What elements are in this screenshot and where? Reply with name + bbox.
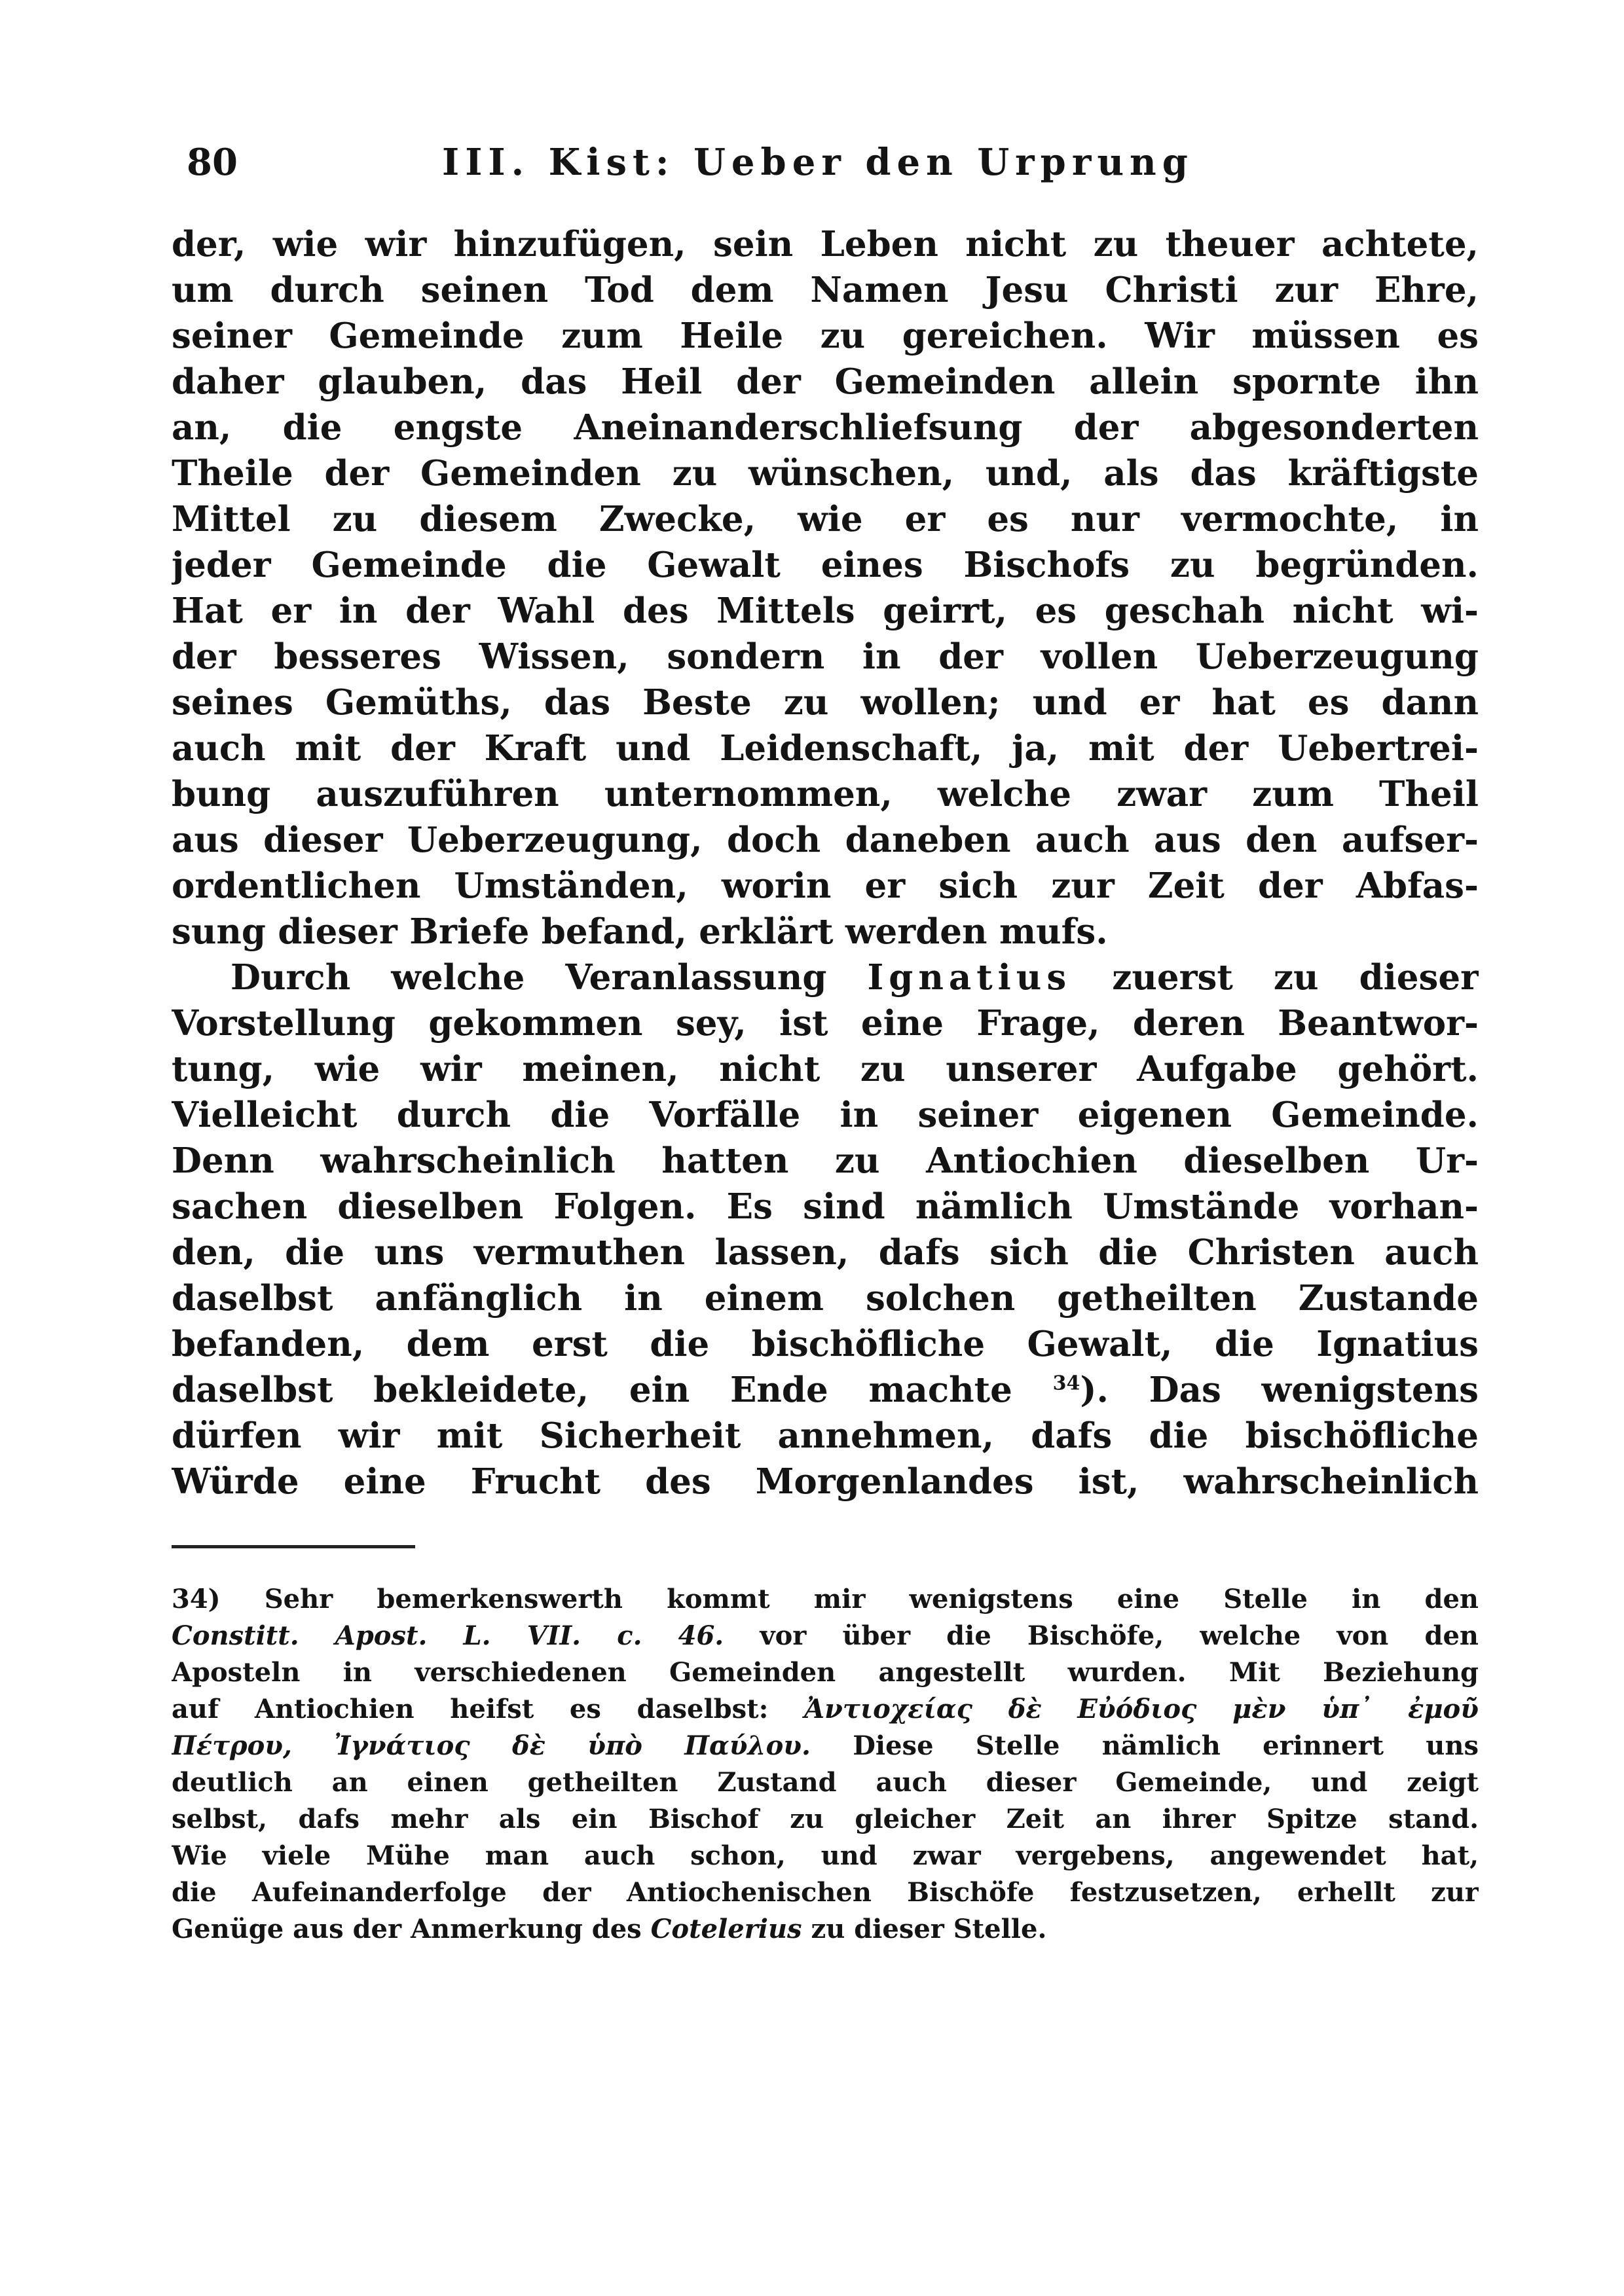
text-line: jeder Gemeinde die Gewalt eines Bischofs zu begründen. — [172, 545, 1479, 585]
page-header — [187, 141, 1241, 193]
text-line: um durch seinen Tod dem Namen Jesu Christi zur Ehre, — [172, 270, 1479, 310]
footnote-divider — [172, 1545, 415, 1548]
text-line: Mittel zu diesem Zwecke, wie er es nur vermochte, in — [172, 499, 1479, 539]
footnote-reference: 34 — [1052, 1372, 1080, 1395]
text-line: Vielleicht durch die Vorfälle in seiner eigenen Gemeinde. — [172, 1095, 1479, 1135]
footnote-line: Genüge aus der Anmerkung des Cotelerius zu dieser Stelle. — [172, 1914, 1047, 1944]
text-line: seines Gemüths, das Beste zu wollen; und er hat es dann — [172, 682, 1479, 723]
footnote-line: auf Antiochien heifst es daselbst: Ἀντιοχείας δὲ Εὐόδιος μὲν ὑπ᾽ ἐμοῦ — [172, 1694, 1479, 1724]
text-line: der, wie wir hinzufügen, sein Leben nicht zu theuer achtete, — [172, 224, 1479, 264]
greek-quote: Ἀντιοχείας δὲ Εὐόδιος μὲν ὑπ᾽ ἐμοῦ — [804, 1694, 1479, 1724]
footnote-line: selbst, dafs mehr als ein Bischof zu gleicher Zeit an ihrer Spitze stand. — [172, 1804, 1479, 1834]
text-line: Theile der Gemeinden zu wünschen, und, als das kräftigste — [172, 453, 1479, 494]
text-line: sung dieser Briefe befand, erklärt werden mufs. — [172, 911, 1108, 952]
spaced-name: Ignatius — [867, 957, 1072, 998]
text-line: auch mit der Kraft und Leidenschaft, ja, mit der Uebertrei- — [172, 728, 1479, 769]
footnote — [172, 1581, 1479, 1948]
text-line: aus dieser Ueberzeugung, doch daneben auch aus den aufser- — [172, 820, 1479, 860]
footnote-line: Aposteln in verschiedenen Gemeinden angestellt wurden. Mit Beziehung — [172, 1657, 1479, 1688]
text-line: befanden, dem erst die bischöfliche Gewalt, die Ignatius — [172, 1324, 1479, 1364]
text-line: Würde eine Frucht des Morgenlandes ist, wahrscheinlich — [172, 1461, 1479, 1502]
text-line: der besseres Wissen, sondern in der vollen Ueberzeugung — [172, 636, 1479, 677]
footnote-line: Wie viele Mühe man auch schon, und zwar vergebens, angewendet hat, — [172, 1840, 1479, 1871]
text-line: bung auszuführen unternommen, welche zwar zum Theil — [172, 774, 1479, 814]
greek-quote: Πέτρου, Ἰγνάτιος δὲ ὑπὸ Παύλου. — [172, 1730, 811, 1761]
text-line: daselbst anfänglich in einem solchen getheilten Zustande — [172, 1278, 1479, 1319]
footnote-line: 34) Sehr bemerkenswerth kommt mir wenigstens eine Stelle in den — [172, 1584, 1479, 1614]
citation: Constitt. Apost. L. VII. c. 46. — [172, 1620, 724, 1651]
text-line: Vorstellung gekommen sey, ist eine Frage, deren Beantwor- — [172, 1003, 1479, 1044]
running-title: III. Kist: Ueber den Urprung — [442, 141, 1194, 184]
footnote-line: deutlich an einen getheilten Zustand auch dieser Gemeinde, und zeigt — [172, 1767, 1479, 1798]
text-line: Hat er in der Wahl des Mittels geirrt, es geschah nicht wi- — [172, 591, 1479, 631]
cited-author: Cotelerius — [650, 1914, 802, 1944]
paragraph-start-line: Durch welche Veranlassung Ignatius zuerst zu dieser — [231, 957, 1479, 998]
text-line: sachen dieselben Folgen. Es sind nämlich Umstände vorhan- — [172, 1186, 1479, 1227]
footnote-line: Πέτρου, Ἰγνάτιος δὲ ὑπὸ Παύλου. Diese Stelle nämlich erinnert uns — [172, 1730, 1479, 1761]
text-line: daselbst bekleidete, ein Ende machte $^{34}$). Das wenigstens — [172, 1370, 1479, 1410]
text-line: seiner Gemeinde zum Heile zu gereichen. Wir müssen es — [172, 316, 1479, 356]
footnote-line: die Aufeinanderfolge der Antiochenischen Bischöfe festzusetzen, erhellt zur — [172, 1877, 1479, 1908]
text-line: den, die uns vermuthen lassen, dafs sich die Christen auch — [172, 1232, 1479, 1273]
text-line: daher glauben, das Heil der Gemeinden allein spornte ihn — [172, 361, 1479, 402]
text-line: tung, wie wir meinen, nicht zu unserer Aufgabe gehört. — [172, 1049, 1479, 1089]
text-line: dürfen wir mit Sicherheit annehmen, dafs die bischöfliche — [172, 1415, 1479, 1456]
text-line: Denn wahrscheinlich hatten zu Antiochien dieselben Ur- — [172, 1140, 1479, 1181]
main-text — [172, 221, 1479, 1504]
footnote-line: Constitt. Apost. L. VII. c. 46. vor über die Bischöfe, welche von den — [172, 1620, 1479, 1651]
text-line: an, die engste Aneinanderschliefsung der abgesonderten — [172, 407, 1479, 448]
text-line: ordentlichen Umständen, worin er sich zur Zeit der Abfas- — [172, 866, 1479, 906]
page-number: 80 — [187, 141, 238, 184]
